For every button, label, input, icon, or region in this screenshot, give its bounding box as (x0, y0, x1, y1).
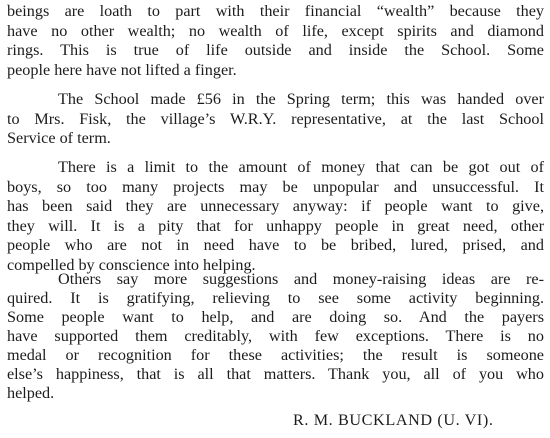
text-line: medal or recognition for these activities; the result is someone (7, 346, 544, 364)
text-line: they will. It is a pity that for unhappy people in great need, other (7, 217, 544, 235)
text-line: to Mrs. Fisk, the village’s W.R.Y. representative, at the last School (7, 110, 544, 128)
text-line: quired. It is gratifying, relieving to see some activity beginning. (7, 289, 544, 307)
author-signature: R. M. BUCKLAND (U. VI). (293, 411, 494, 429)
text-line: beings are loath to part with their financial “wealth” because they (7, 2, 544, 20)
text-line: Some people want to help, and are doing so. And the payers (7, 308, 544, 326)
text-line: There is a limit to the amount of money that can be got out of (58, 158, 544, 176)
text-line: compelled by conscience into helping. (7, 256, 256, 274)
text-line: helped. (7, 384, 55, 402)
text-line: The School made £56 in the Spring term; this was handed over (58, 90, 544, 108)
text-line: boys, so too many projects may be unpopular and unsuccessful. It (7, 178, 544, 196)
text-line: rings. This is true of life outside and inside the School. Some (7, 41, 544, 59)
text-line: people here have not lifted a finger. (7, 61, 237, 79)
text-line: else’s happiness, that is all that matters. Thank you, all of you who (7, 365, 544, 383)
text-line: have no other wealth; no wealth of life, except spirits and diamond (7, 22, 544, 40)
text-line: has been said they are unnecessary anyway: if people want to give, (7, 197, 544, 215)
text-line: people who are not in need have to be bribed, lured, prised, and (7, 236, 544, 254)
text-line: Others say more suggestions and money-raising ideas are re- (58, 270, 544, 288)
text-line: have supported them creditably, with few exceptions. There is no (7, 327, 544, 345)
text-line: Service of term. (7, 129, 111, 147)
